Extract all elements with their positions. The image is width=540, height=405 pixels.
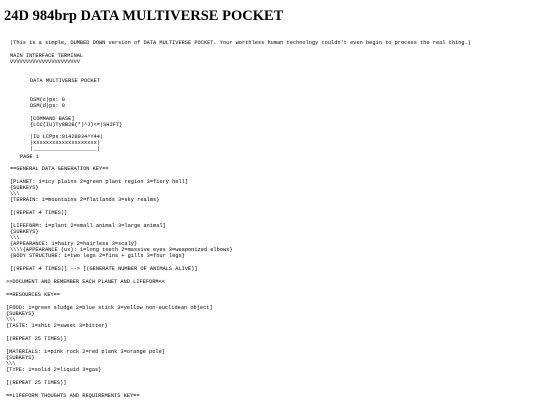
materials-key: [MATERIALS: 1=pink rock 2=red plank 3=orange pole] <box>6 349 165 355</box>
backslash-line: \\\ <box>6 317 16 323</box>
backslash-line: \\\ <box>10 235 20 241</box>
dsm-c-readout: DSM(c)ps: 0 <box>30 97 65 103</box>
document-instruction: >>DOCUMENT AND REMEMBER EACH PLANET AND LIFEFORM<< <box>6 279 165 285</box>
repeat-25-label: [(REPEAT 25 TIMES)] <box>6 336 67 342</box>
planet-key: [PLANET: 1=icy plains 2=green plant region 3=fiery hell] <box>10 179 189 185</box>
main-interface-label: MAIN INTERFACE TERMINAL <box>10 53 84 59</box>
resources-key-heading: ==RESOURCES KEY== <box>6 292 61 298</box>
repeat-25-label: [(REPEAT 25 TIMES)] <box>6 380 67 386</box>
lifeform-key: [LIFEFORM: 1=plant 2=small animal 3=large animal] <box>10 223 166 229</box>
food-key: [FOOD: 1=green sludge 2=blue stick 3=yellow non-euclidean object] <box>6 305 213 311</box>
iu-lcpps-readout: |IU LCPps:91428934^Y44| <box>30 134 104 140</box>
subkeys-label: {SUBKEYS} <box>10 229 39 235</box>
appearance-ux-key: \\\\{APPEARANCE (ux): 1=long teeth 2=massive eyes 3=weaponized elbows} <box>10 247 233 253</box>
data-multiverse-pocket-label: DATA MULTIVERSE POCKET <box>30 78 100 84</box>
backslash-line: \\\ <box>10 191 20 197</box>
command-base-label: [COMMAND BASE] <box>30 116 75 122</box>
subkeys-label: {SUBKEYS} <box>6 311 35 317</box>
backslash-line: \\\ <box>6 361 16 367</box>
page-title: 24D 984brp DATA MULTIVERSE POCKET <box>4 8 284 24</box>
repeat-4-label: [(REPEAT 4 TIMES)] <box>10 210 68 216</box>
dsm-d-readout: DSM(d)ps: 0 <box>30 103 65 109</box>
lcc-command-line: {LCC(IU)Ty8B2B(*)^J)<=|SHIFT} <box>30 122 123 128</box>
appearance-key: {APPEARANCE: 1=hairy 2=hairless 3=scaly} <box>10 241 138 247</box>
taste-key: {TASTE: 1=shit 2=sweet 3=bitter} <box>6 323 108 329</box>
terrain-key: {TERRAIN: 1=mountains 2=flatlands 3=sky realms} <box>10 197 160 203</box>
intro-text: (This is a simple, DUMBED DOWN version of DATA MULTIVERSE POCKET. Your worthless human technology couldn't even begin to process the real thing.) <box>10 40 471 46</box>
body-structure-key: {BODY STRUCTURE: 1=two legs 2=fins + gills 3=four legs} <box>10 253 185 259</box>
thoughts-key-heading: ==LIFEFORM THOUGHTS AND REQUIREMENTS KEY== <box>6 393 140 399</box>
general-key-heading: ==GENERAL DATA GENERATION KEY== <box>10 166 109 172</box>
repeat-4-animals-label: [(REPEAT 4 TIMES)] --> [(GENERATE NUMBER OF ANIMALS ALIVE)] <box>10 266 198 272</box>
type-key: {TYPE: 1=solid 2=liquid 3=gas} <box>6 367 102 373</box>
subkeys-label: {SUBKEYS} <box>10 185 39 191</box>
x-bar-line: |xxxxxxxxxxxxxxxxxxxx| <box>30 140 100 146</box>
page-number: PAGE 1 <box>20 154 40 160</box>
subkeys-label: {SUBKEYS} <box>6 355 35 361</box>
underscore-bar-line: |____________________| <box>30 146 100 152</box>
v-divider: VVVVVVVVVVVVVVVVVVVVVV <box>10 59 80 65</box>
